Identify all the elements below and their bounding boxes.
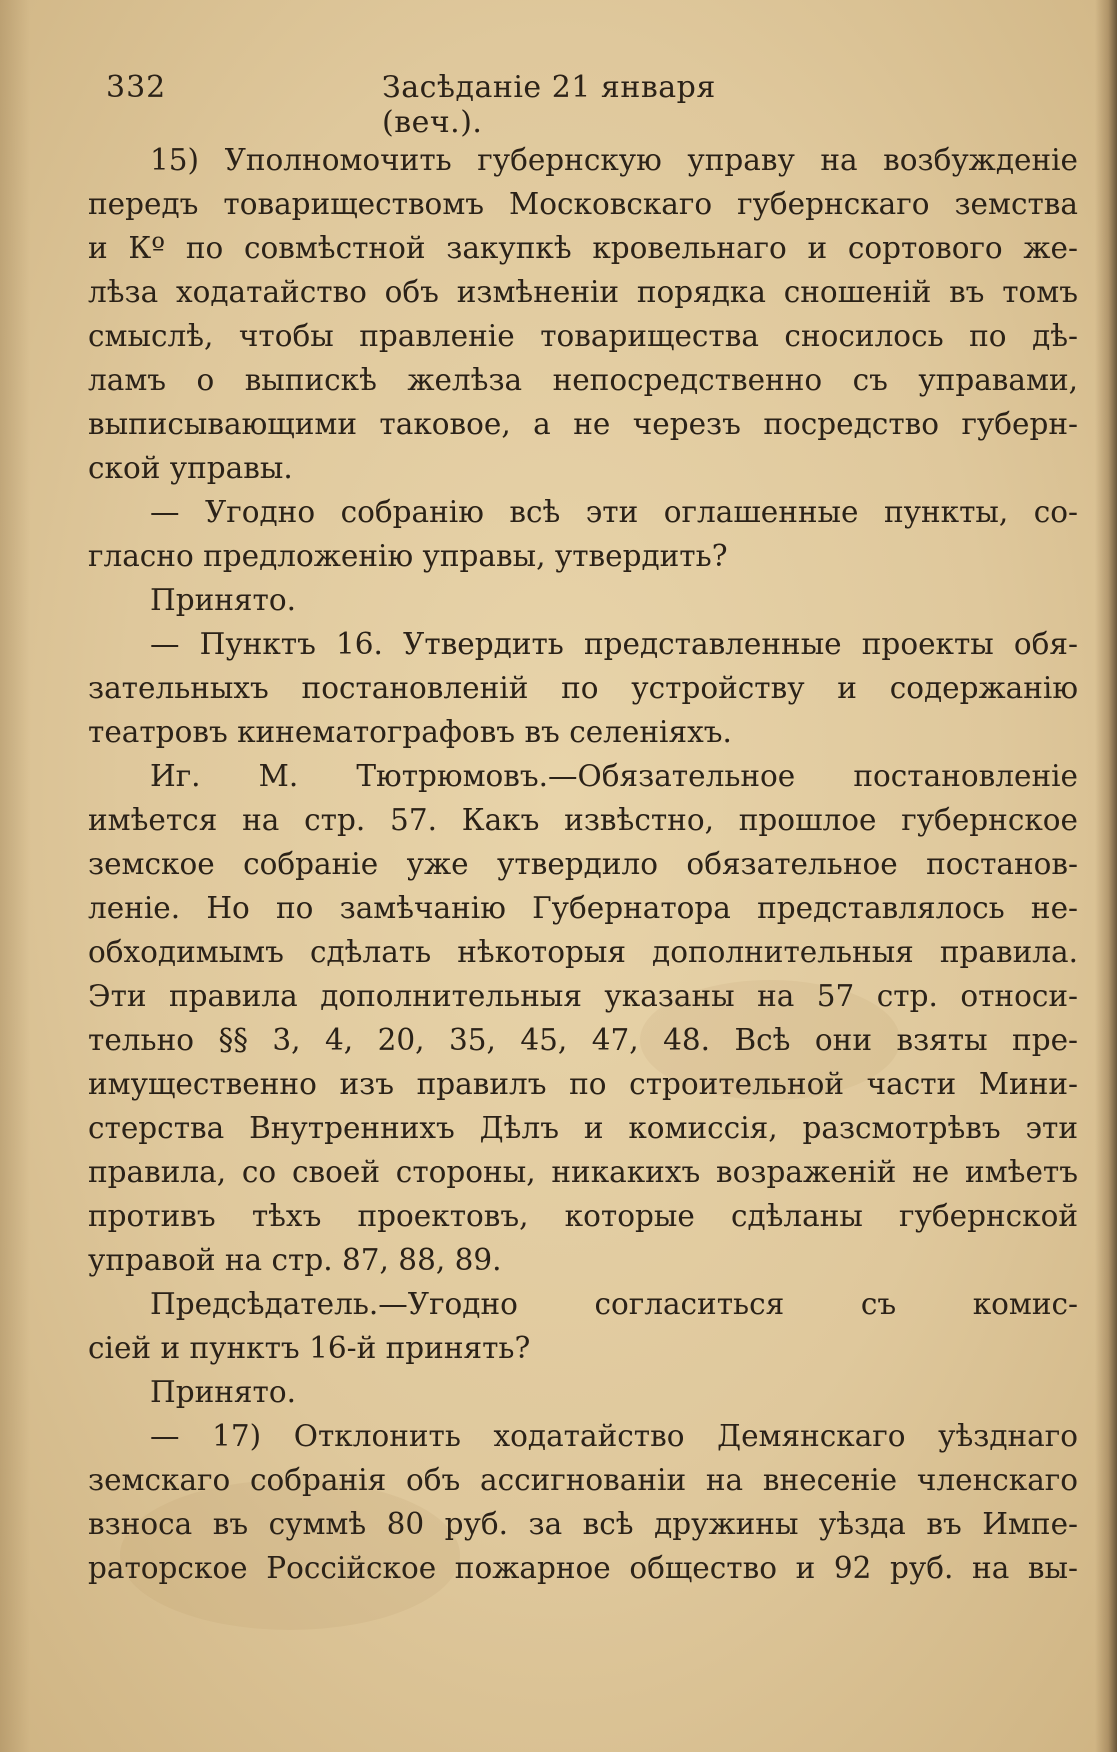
text-line: обходимымъ сдѣлать нѣкоторыя дополнительныя правила. (88, 935, 1078, 969)
text-line: земское собраніе уже утвердило обязательное постанов- (88, 847, 1078, 881)
text-line: сіей и пунктъ 16-й принять? (88, 1331, 531, 1365)
text-line: раторское Россійское пожарное общество и 92 руб. на вы- (88, 1551, 1078, 1585)
text-line: выписывающими таковое, а не черезъ посредство губерн- (88, 407, 1078, 441)
text-line: взноса въ суммѣ 80 руб. за всѣ дружины уѣзда въ Импе- (88, 1507, 1078, 1541)
text-line: — Угодно собранію всѣ эти оглашенные пункты, со- (150, 495, 1078, 529)
text-line: правила, со своей стороны, никакихъ возраженій не имѣетъ (88, 1155, 1078, 1189)
text-line: гласно предложенію управы, утвердить? (88, 539, 728, 573)
text-line: — Пунктъ 16. Утвердить представленные проекты обя- (150, 627, 1078, 661)
text-line: ламъ о выпискѣ желѣза непосредственно съ управами, (88, 363, 1078, 397)
body-text (88, 138, 1078, 1590)
text-line: передъ товариществомъ Московскаго губернскаго земства (88, 187, 1078, 221)
text-line: управой на стр. 87, 88, 89. (88, 1243, 502, 1277)
text-line: лѣза ходатайство объ измѣненіи порядка сношеній въ томъ (88, 275, 1078, 309)
text-line: противъ тѣхъ проектовъ, которые сдѣланы губернской (88, 1199, 1078, 1233)
text-line: Принято. (150, 583, 297, 617)
text-line: Иг. М. Тютрюмовъ.—Обязательное постановленіе (150, 759, 1078, 793)
text-line: Принято. (150, 1375, 297, 1409)
text-line: 15) Уполномочить губернскую управу на возбужденіе (150, 143, 1078, 177)
text-line: театровъ кинематографовъ въ селеніяхъ. (88, 715, 732, 749)
text-line: имѣется на стр. 57. Какъ извѣстно, прошлое губернское (88, 803, 1078, 837)
text-line: Эти правила дополнительныя указаны на 57 стр. относи- (88, 979, 1078, 1013)
page-shadow-right (1095, 0, 1117, 1752)
text-line: зательныхъ постановленій по устройству и содержанію (88, 671, 1078, 705)
page-number: 332 (106, 70, 167, 105)
page-shadow-left (0, 0, 30, 1752)
running-head: Засѣданіе 21 января (веч.). (382, 70, 716, 140)
text-line: леніе. Но по замѣчанію Губернатора представлялось не- (88, 891, 1078, 925)
text-line: и Кº по совмѣстной закупкѣ кровельнаго и сортового же- (88, 231, 1078, 265)
text-line: Предсѣдатель.—Угодно согласиться съ комис- (150, 1287, 1078, 1321)
text-line: смыслѣ, чтобы правленіе товарищества сносилось по дѣ- (88, 319, 1078, 353)
text-line: стерства Внутреннихъ Дѣлъ и комиссія, разсмотрѣвъ эти (88, 1111, 1078, 1145)
page-header (106, 70, 806, 140)
text-line: тельно §§ 3, 4, 20, 35, 45, 47, 48. Всѣ они взяты пре- (88, 1023, 1078, 1057)
text-line: — 17) Отклонить ходатайство Демянскаго уѣзднаго (150, 1419, 1078, 1453)
text-line: земскаго собранія объ ассигнованіи на внесеніе членскаго (88, 1463, 1078, 1497)
text-line: имущественно изъ правилъ по строительной части Мини- (88, 1067, 1078, 1101)
text-line: ской управы. (88, 451, 293, 485)
